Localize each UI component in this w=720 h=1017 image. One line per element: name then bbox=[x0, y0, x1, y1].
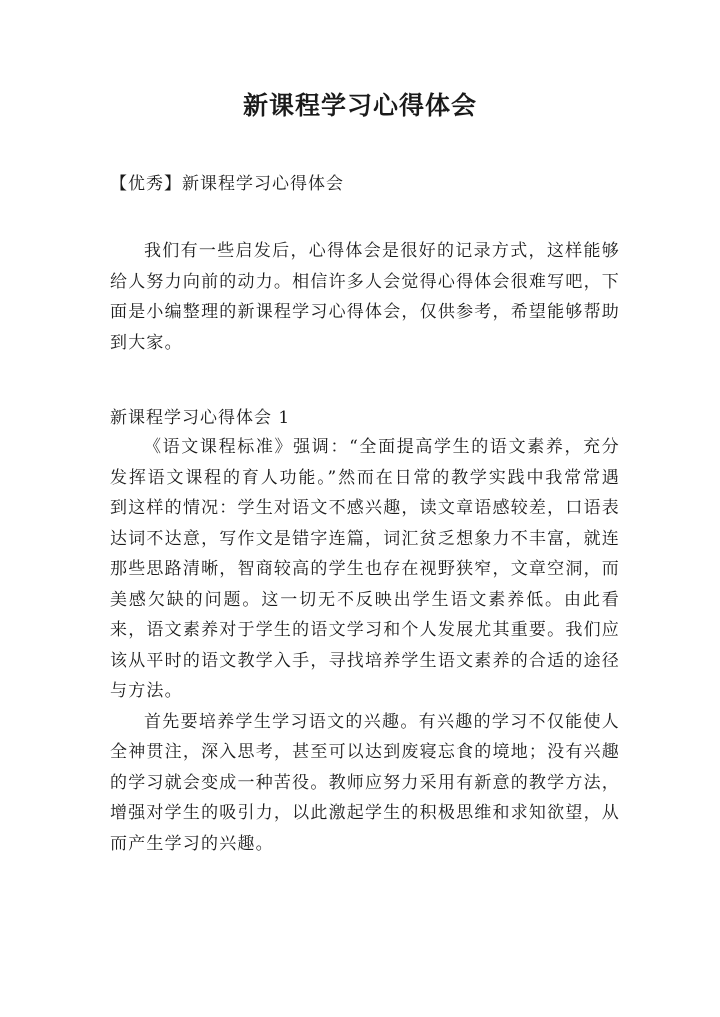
section-body bbox=[110, 432, 620, 859]
body-paragraph-1: 《语文课程标准》强调：“全面提高学生的语文素养，充分发挥语文课程的育人功能。”然而在日常的教学实践中我常常遇到这样的情况：学生对语文不感兴趣，读文章语感较差，口语表达词不达意，写作文是错字连篇，词汇贫乏想象力不丰富，就连那些思路清晰，智商较高的学生也存在视野狭窄，文章空洞，而美感欠缺的问题。这一切无不反映出学生语文素养低。由此看来，语文素养对于学生的语文学习和个人发展尤其重要。我们应该从平时的语文教学入手，寻找培养学生语文素养的合适的途径与方法。 bbox=[110, 437, 620, 701]
intro-paragraph: 我们有一些启发后，心得体会是很好的记录方式，这样能够给人努力向前的动力。相信许多人会觉得心得体会很难写吧，下面是小编整理的新课程学习心得体会，仅供参考，希望能够帮助到大家。 bbox=[110, 241, 620, 353]
section-heading: 新课程学习心得体会 1 bbox=[110, 408, 291, 428]
document-title: 新课程学习心得体会 bbox=[242, 91, 477, 120]
document-subtitle: 【优秀】新课程学习心得体会 bbox=[110, 174, 344, 194]
body-paragraph-2: 首先要培养学生学习语文的兴趣。有兴趣的学习不仅能使人全神贯注，深入思考，甚至可以达到废寝忘食的境地；没有兴趣的学习就会变成一种苦役。教师应努力采用有新意的教学方法，增强对学生的吸引力，以此激起学生的积极思维和求知欲望，从而产生学习的兴趣。 bbox=[110, 711, 620, 854]
